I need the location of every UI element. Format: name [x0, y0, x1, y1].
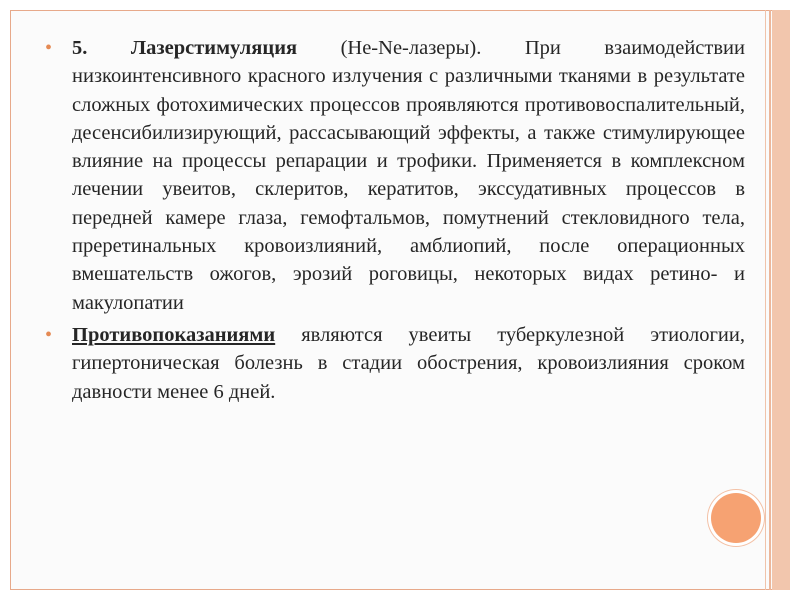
right-decorative-line — [765, 10, 766, 590]
bullet-text: (He-Ne-лазеры). При взаимодействии низкоинтенсивного красного излучения с различными тканями в результате сложных фотохимических процессов проявляются противовоспалительный, десенсибилизирующий, рассасывающий эффекты, а также стимулирующее влияние на процессы репарации и трофики. Применяется в комплексном лечении увеитов, склеритов, кератитов, экссудативных процессов в передней камере глаза, гемофтальмов, помутнений стекловидного тела, преретинальных кровоизлияний, амблиопий, после операционных вмешательств ожогов, эрозий роговицы, некоторых видах ретино- и макулопатии — [72, 37, 745, 314]
bullet-item-laser-stimulation — [45, 34, 745, 317]
right-decorative-band — [772, 10, 790, 590]
bullet-icon: • — [45, 37, 53, 59]
bullet-text: являются увеиты туберкулезной этиологии, гипертоническая болезнь в стадии обострения, кровоизлияния сроком давности менее 6 дней. — [72, 323, 745, 403]
contraindications-heading: Противопоказаниями — [72, 323, 276, 346]
bullet-item-contraindications — [45, 321, 745, 406]
right-decorative-line — [769, 10, 771, 590]
decorative-circle — [711, 493, 761, 543]
slide-content — [45, 34, 745, 406]
bullet-icon: • — [45, 323, 53, 346]
section-heading: 5. Лазерстимуляция — [72, 37, 298, 59]
